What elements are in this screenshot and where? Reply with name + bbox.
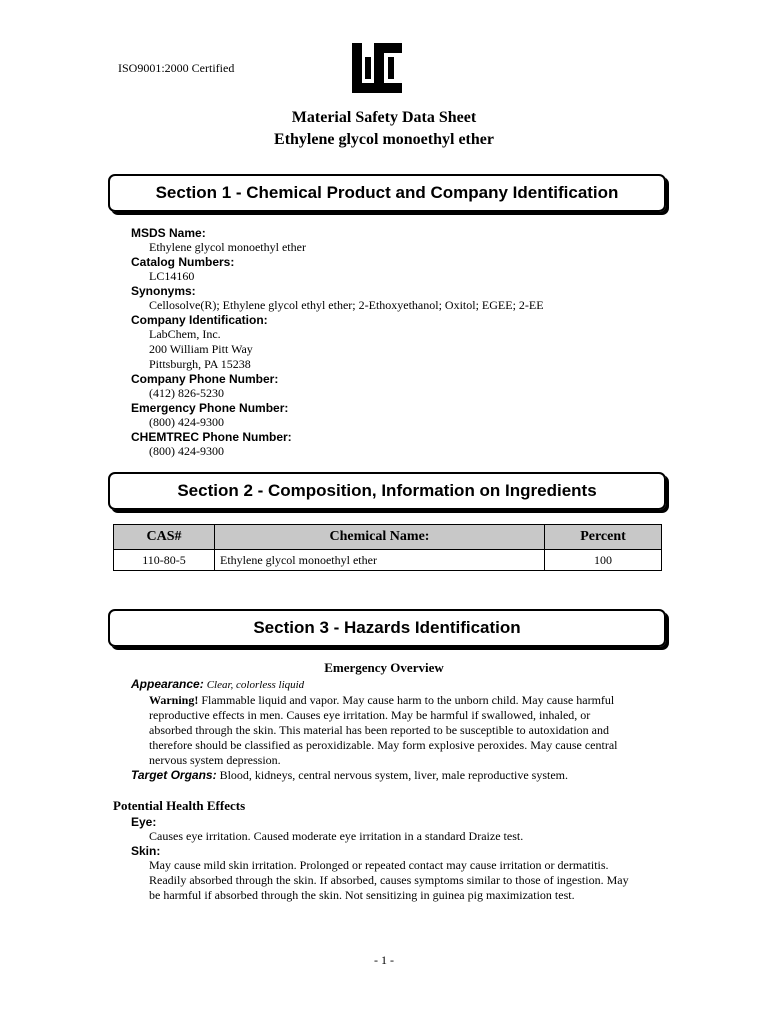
emergency-phone-label: Emergency Phone Number: <box>131 401 289 415</box>
section-1-body <box>131 226 544 459</box>
eye-value: Causes eye irritation. Caused moderate eye irritation in a standard Draize test. <box>149 829 524 843</box>
warning-block <box>131 693 671 768</box>
company-phone-label: Company Phone Number: <box>131 372 279 386</box>
skin-line: May cause mild skin irritation. Prolonged or repeated contact may cause irritation or dermatitis. <box>149 858 609 872</box>
percent-cell: 100 <box>545 550 662 571</box>
msds-name-label: MSDS Name: <box>131 226 206 240</box>
synonyms-label: Synonyms: <box>131 284 196 298</box>
target-organs-value: Blood, kidneys, central nervous system, liver, male reproductive system. <box>216 768 569 782</box>
composition-table <box>113 524 662 571</box>
skin-label: Skin: <box>131 844 161 858</box>
document-subtitle: Ethylene glycol monoethyl ether <box>274 131 494 148</box>
potential-health-effects-heading: Potential Health Effects <box>113 798 246 813</box>
warning-label: Warning! <box>149 693 199 707</box>
company-line: Pittsburgh, PA 15238 <box>149 357 251 371</box>
table-header-cas: CAS# <box>114 525 215 550</box>
catalog-label: Catalog Numbers: <box>131 255 235 269</box>
catalog-value: LC14160 <box>149 269 195 283</box>
warning-line: therefore should be classified as peroxidizable. May form explosive peroxides. May cause central <box>149 738 618 752</box>
warning-line: nervous system depression. <box>149 753 281 767</box>
document-title: Material Safety Data Sheet <box>291 109 477 126</box>
warning-line: Flammable liquid and vapor. May cause harm to the unborn child. May cause harmful <box>198 693 615 707</box>
chemical-name-cell: Ethylene glycol monoethyl ether <box>215 550 545 571</box>
eye-label: Eye: <box>131 815 157 829</box>
section-3-body <box>131 677 671 783</box>
msds-name-value: Ethylene glycol monoethyl ether <box>149 240 306 254</box>
warning-line: absorbed through the skin. This material has been reported to be susceptible to autoxidation and <box>149 723 609 737</box>
table-header-percent: Percent <box>545 525 662 550</box>
appearance-label: Appearance: <box>131 677 204 691</box>
company-label: Company Identification: <box>131 313 268 327</box>
company-line: LabChem, Inc. <box>149 327 221 341</box>
table-header-chemical-name: Chemical Name: <box>215 525 545 550</box>
skin-line: Readily absorbed through the skin. If absorbed, causes symptoms similar to those of ingestion. May <box>149 873 629 887</box>
synonyms-value: Cellosolve(R); Ethylene glycol ethyl ether; 2-Ethoxyethanol; Oxitol; EGEE; 2-EE <box>149 298 544 312</box>
emergency-overview-heading: Emergency Overview <box>324 660 444 675</box>
cas-cell: 110-80-5 <box>114 550 215 571</box>
certification-text: ISO9001:2000 Certified <box>118 61 235 75</box>
section-3-heading: Section 3 - Hazards Identification <box>108 609 666 647</box>
emergency-phone-value: (800) 424-9300 <box>149 415 224 429</box>
table-row <box>114 550 662 571</box>
section-1-heading: Section 1 - Chemical Product and Company Identification <box>108 174 666 212</box>
target-organs-label: Target Organs: <box>131 768 217 782</box>
warning-line: reproductive effects in men. Causes eye irritation. May be harmful if swallowed, inhaled, or <box>149 708 591 722</box>
health-effects-body <box>131 815 671 903</box>
appearance-value: Clear, colorless liquid <box>206 679 305 691</box>
skin-line: be harmful if absorbed through the skin. Not sensitizing in guinea pig maximization test. <box>149 888 575 902</box>
page-number: - 1 - <box>374 953 394 967</box>
company-logo <box>352 43 402 93</box>
company-line: 200 William Pitt Way <box>149 342 253 356</box>
company-phone-value: (412) 826-5230 <box>149 386 224 400</box>
section-2-heading: Section 2 - Composition, Information on Ingredients <box>108 472 666 510</box>
chemtrec-value: (800) 424-9300 <box>149 444 224 458</box>
chemtrec-label: CHEMTREC Phone Number: <box>131 430 292 444</box>
